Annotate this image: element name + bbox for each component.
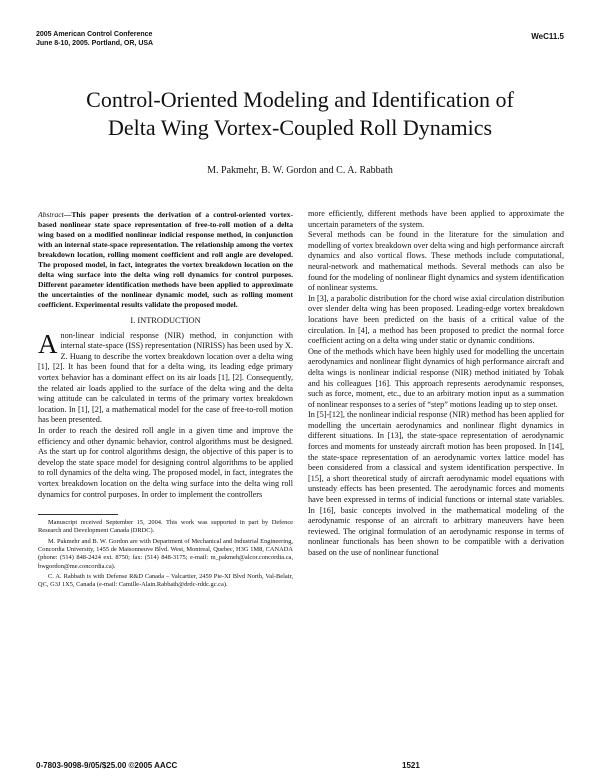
intro-paragraph-4: Several methods can be found in the literature for the simulation and modelling of vortex breakdown over delta wing and high performance aircraft dynamics and also vortical flows. These methods include computational, neural-network and mathematical methods. Several methods can also be found for the modeling of nonlinear flight dynamics and system identification of nonlinear systems. (308, 230, 564, 293)
footer-isbn: 0-7803-9098-9/05/$25.00 ©2005 AACC (36, 761, 178, 770)
left-column (38, 210, 293, 591)
footnote-manuscript: Manuscript received September 15, 2004. This work was supported in part by Defence Research and Development Canada (DRDC). (38, 519, 293, 535)
intro-paragraph-7: In [5]-[12], the nonlinear indicial response (NIR) method has been applied for modelling the uncertain aerodynamics and nonlinear flight dynamics in different situations. In [13], the state-space representation of aerodynamic forces and moments for unsteady aircraft motion has been proposed. In [14], the state-space representation of an aerodynamic vortex lattice model has been considered from a classical and system identification perspective. In [15], a short theoretical study of aircraft aerodynamic model equations with unsteady effects has been presented. The aerodynamic forces and moments have been expressed in terms of indicial functions or internal state variables. In [16], basic concepts involved in the mathematical modeling of the aerodynamic response of an aircraft to arbitrary maneuvers have been reviewed. The original formulation of an aerodynamic response in terms of nonlinear functionals has been shown to be compatible with a derivation based on the use of nonlinear functional (308, 410, 564, 557)
footnote-rabbath-affiliation: C. A. Rabbath is with Defense R&D Canada – Valcartier, 2459 Pie-XI Blvd North, Val-Belair, QC, G3J 1X5, Canada (e-mail: Camille-Alain.Rabbath@drdc-rddc.gc.ca). (38, 572, 293, 589)
right-column (308, 209, 564, 559)
paper-title (30, 86, 570, 142)
conference-header (36, 30, 153, 48)
abstract-body: This paper presents the derivation of a control-oriented vortex-based nonlinear state space representation of free-to-roll motion of a delta wing based on a modified nonlinear indicial response method, in conjunction with an internal state-space representation. The relationship among the vortex breakdown location, rolling moment coefficient and roll angle are developed. The proposed model, in fact, integrates the vortex breakdown location on the delta wing surface into the delta wing roll dynamics for control purposes. Different parameter identification methods have been applied to approximate the uncertainties of the nonlinear dynamic model, such as rolling moment coefficient. Experimental results validate the proposed model. (38, 210, 293, 309)
conference-name: 2005 American Control Conference (36, 31, 153, 38)
intro-paragraph-6: One of the methods which have been highly used for modelling the uncertain aerodynamics and nonlinear flight dynamics of high performance aircraft and delta wings is nonlinear indicial response (NIR) method initiated by Tobak and his colleagues [16]. This approach represents aerodynamic responses, such as force, moment, etc., due to an arbitrary motion input as a summation of nonlinear responses to a series of “step” motions leading up to step onset. (308, 346, 564, 409)
footnote-divider (38, 514, 118, 515)
title-line-2: Delta Wing Vortex-Coupled Roll Dynamics (107, 115, 493, 140)
abstract (38, 210, 293, 310)
footnote-authors-affiliation: M. Pakmehr and B. W. Gordon are with Department of Mechanical and Industrial Engineering, Concordia University, 1455 de Maisonneuve Blvd. West, Montreal, Quebec, H3G 1M8, CANADA (phone: (514) 848-2424 ext. 8750; fax: (514) 848-3175; e-mail: m_pakmeh@alcor.concordia.ca, bwgordon@me.concordia.ca). (38, 537, 293, 570)
title-line-1: Control-Oriented Modeling and Identification of (86, 87, 514, 112)
abstract-label: Abstract (38, 210, 64, 219)
page-number: 1521 (402, 761, 420, 770)
drop-cap: A (38, 328, 58, 359)
intro-paragraph-5: In [3], a parabolic distribution for the chord wise axial circulation distribution over slender delta wing has been proposed. Leading-edge vortex breakdown locations have been predicted on the basis of a critical value of the circulation. In [4], a method has been proposed to predict the normal force coefficient acting on a delta wing under static or dynamic conditions. (308, 293, 564, 346)
intro-paragraph-1-text: non-linear indicial response (NIR) method, in conjunction with internal state-space (ISS) representation (NIRISS) has been used by X. Z. Huang to describe the vortex breakdown location over a delta wing [1], [2]. It has been found that for a delta wing, its leading edge primary vortex behavior has a dominant effect on its air loads [1], [2]. Consequently, the related air loads applied to the surface of the delta wing and the delta wing attitude can be calculated in terms of the primary vortex breakdown location. In [1], [2], a mathematical model for the case of free-to-roll motion has been presented. (38, 330, 293, 425)
abstract-dash: — (63, 210, 72, 219)
section-heading-introduction: I. INTRODUCTION (130, 316, 201, 325)
intro-paragraph-2: In order to reach the desired roll angle in a given time and improve the efficiency and other dynamic behavior, control algorithms must be designed. As the start up for control algorithms design, the objective of this paper is to develop the state space model for designing control algorithms to be applied to roll dynamics of the delta wing. The proposed model, in fact, integrates the vortex breakdown location on the delta wing surface into the delta wing roll dynamics for control purposes. In order to implement the controllers (38, 425, 293, 499)
intro-paragraph-3: more efficiently, different methods have been applied to approximate the uncertain parameters of the system. (308, 209, 564, 229)
conference-location: June 8-10, 2005. Portland, OR, USA (36, 40, 154, 47)
authors: M. Pakmehr, B. W. Gordon and C. A. Rabbath (207, 165, 393, 176)
session-code: WeC11.5 (531, 32, 564, 41)
intro-paragraph-1 (38, 328, 293, 426)
